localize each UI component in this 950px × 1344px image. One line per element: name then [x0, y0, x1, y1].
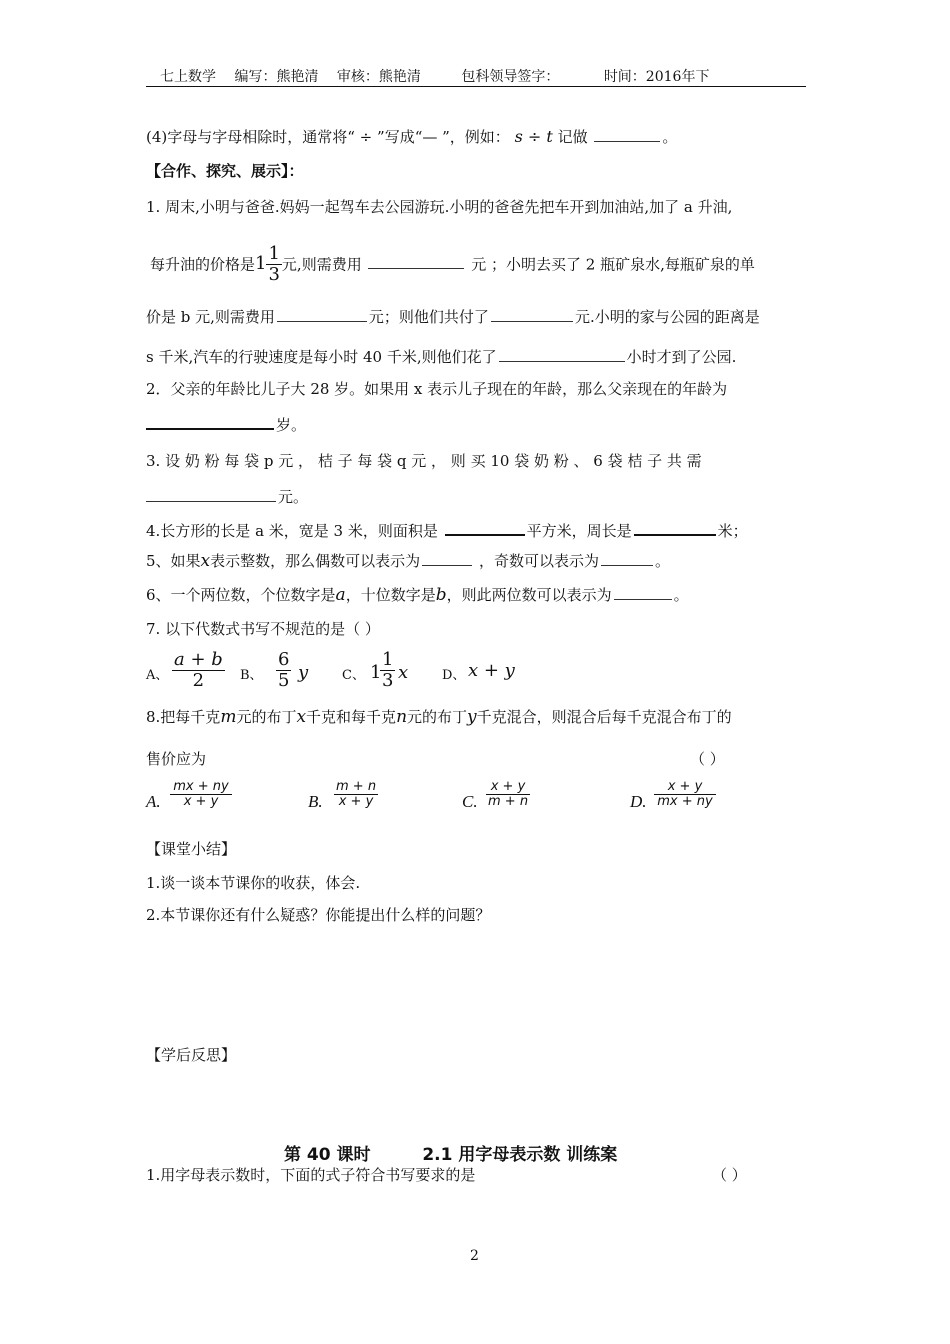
summary-title: 【课堂小结】 [146, 840, 237, 858]
q8-var-m: m [220, 707, 237, 727]
q5 [146, 550, 670, 571]
summary-item-2: 2.本节课你还有什么疑惑？你能提出什么样的问题？ [146, 906, 491, 924]
q2-line1: 2．父亲的年龄比儿子大 28 岁。如果用 x 表示儿子现在的年龄，那么父亲现在的年龄为 [146, 380, 728, 398]
rule-4-text-b: 记做 [557, 128, 588, 146]
q7-d-label: D、 [442, 668, 466, 683]
q7-d-expr: x + y [468, 660, 515, 681]
q3-line1: 3. 设 奶 粉 每 袋 p 元 ， 桔 子 每 袋 q 元 ， 则 买 10 袋 奶 粉 、 6 袋 桔 子 共 需 [146, 452, 702, 470]
q7-b-num: 6 [278, 649, 290, 670]
header-reviewer: 审核：熊艳清 [336, 69, 421, 85]
q8-a-frac [170, 780, 232, 810]
header-course: 七上数学 [160, 69, 216, 85]
q1-mixed-whole: 1 [255, 253, 267, 275]
q4-blank-area[interactable] [445, 520, 525, 536]
train-q1-stem: 1.用字母表示数时，下面的式子符合书写要求的是 [146, 1166, 476, 1184]
q1-line4 [146, 346, 736, 367]
q2-text: 岁。 [276, 416, 307, 434]
q3-text: 元。 [278, 488, 309, 506]
q1-frac-den: 3 [268, 263, 280, 285]
q3-blank[interactable] [146, 487, 276, 502]
q6-text-c: ，则此两位数可以表示为 [446, 586, 612, 604]
q8-text-d: 元的布丁 [407, 708, 468, 726]
header-time: 时间：2016年下 [603, 69, 710, 85]
q6-var-b: b [435, 585, 447, 605]
q5-text-c: ，奇数可以表示为 [478, 552, 599, 570]
q8-text-c: 千克和每千克 [306, 708, 397, 726]
rule-4-text: (4)字母与字母相除时，通常将“ ÷ ”写成“— ”，例如： [146, 128, 510, 146]
q8-a-label: A. [146, 792, 161, 811]
q1-line1: 1. 周末,小明与爸爸.妈妈一起驾车去公园游玩.小明的爸爸先把车开到加油站,加了 a 升油, [146, 198, 733, 216]
q5-blank-odd[interactable] [601, 551, 653, 566]
q5-text-d: 。 [654, 552, 670, 570]
q4 [146, 520, 748, 541]
rule-4-blank[interactable] [594, 127, 660, 142]
q8-var-x: x [296, 707, 307, 727]
q4-blank-perimeter[interactable] [634, 520, 716, 536]
q7-b-label: B、 [240, 668, 263, 683]
q2-blank[interactable] [146, 414, 274, 430]
q7-c-num: 1 [382, 649, 394, 670]
q6-text-b: ，十位数字是 [345, 586, 436, 604]
summary-item-1: 1.谈一谈本节课你的收获，体会. [146, 874, 361, 892]
header-sign: 包科领导签字： [461, 69, 560, 85]
q8-var-n: n [396, 707, 408, 727]
q8-d-den: mx + ny [657, 794, 713, 810]
q8-answer-paren: （ ） [690, 750, 725, 768]
q1-blank-3[interactable] [491, 307, 573, 322]
q1-line2 [150, 244, 755, 285]
rule-4-expr: s ÷ t [514, 127, 553, 146]
q8-c-den: m + n [488, 794, 529, 810]
q7-b-den: 5 [278, 669, 290, 691]
q7-a-den: 2 [192, 669, 205, 691]
q6-blank[interactable] [614, 585, 672, 600]
q3-line2 [146, 486, 308, 507]
q1-line3 [146, 306, 760, 327]
train-q1-paren: （ ） [712, 1166, 747, 1184]
q8-d-num: x + y [654, 780, 716, 795]
rule-4 [146, 126, 677, 147]
q1-text-e: 元；则他们共付了 [368, 308, 489, 326]
q5-text-a: 5、如果 [146, 552, 201, 570]
q4-text-a: 4.长方形的长是 a 米，宽是 3 米，则面积是 [146, 522, 438, 540]
q8-c-num: x + y [486, 780, 530, 795]
q8-b-label: B. [308, 792, 323, 811]
q8-line1 [146, 706, 732, 727]
q6-var-a: a [335, 585, 346, 605]
q8-options [146, 780, 746, 826]
q1-blank-1[interactable] [368, 254, 464, 269]
header-divider [146, 86, 806, 87]
q6 [146, 584, 689, 605]
q8-text-b: 元的布丁 [236, 708, 297, 726]
q7-b-var: y [298, 662, 309, 683]
q5-blank-even[interactable] [422, 551, 472, 566]
q8-text-a: 8.把每千克 [146, 708, 221, 726]
q4-text-b: 平方米，周长是 [526, 522, 632, 540]
q6-text-d: 。 [673, 586, 689, 604]
q1-frac-num: 1 [268, 243, 280, 264]
q1-text-b: 元,则需费用 [281, 255, 362, 274]
q8-var-y: y [467, 707, 477, 727]
q1-blank-4[interactable] [499, 347, 625, 362]
q1-fraction [266, 244, 281, 285]
q2-line2 [146, 414, 306, 435]
q8-line2: 售价应为 [146, 750, 207, 768]
q7-c-den: 3 [382, 669, 394, 691]
q8-d-label: D. [630, 792, 647, 811]
q7-stem: 7. 以下代数式书写不规范的是（ ） [146, 620, 380, 638]
q7-c-whole: 1 [370, 662, 382, 683]
q8-c-frac [486, 780, 530, 810]
q1-text-a: 每升油的价格是 [150, 255, 256, 274]
page-number: 2 [470, 1248, 479, 1264]
q5-var: x [200, 551, 211, 571]
q1-text-c: 元 ；小明去买了 2 瓶矿泉水,每瓶矿泉的单 [471, 255, 755, 274]
header-editor: 编写：熊艳清 [234, 69, 319, 85]
lesson-name: 2.1 用字母表示数 训练案 [422, 1145, 618, 1165]
rule-4-end: 。 [662, 128, 678, 146]
q1-blank-2[interactable] [277, 307, 367, 322]
q8-b-frac [334, 780, 378, 810]
q7-c-var: x [398, 662, 409, 683]
q7-c-frac [380, 650, 395, 691]
q6-text-a: 6、一个两位数，个位数字是 [146, 586, 336, 604]
q1-text-h: 小时才到了公园. [626, 348, 737, 366]
lesson-number: 第 40 课时 [284, 1145, 371, 1165]
q8-d-frac [654, 780, 716, 810]
q1-mixed-number [255, 243, 282, 285]
section-coop-title: 【合作、探究、展示】： [146, 162, 304, 180]
q8-a-den: x + y [183, 794, 219, 810]
lesson-title [284, 1140, 617, 1165]
q8-text-e: 千克混合，则混合后每千克混合布丁的 [476, 708, 732, 726]
q8-c-label: C. [462, 792, 478, 811]
q7-b-frac [276, 650, 291, 691]
q7-c-label: C、 [342, 668, 365, 683]
reflection-title: 【学后反思】 [146, 1046, 237, 1064]
q7-a-label: A、 [146, 668, 169, 683]
q1-text-f: 元.小明的家与公园的距离是 [574, 308, 760, 326]
q1-text-g: s 千米,汽车的行驶速度是每小时 40 千米,则他们花了 [146, 348, 497, 366]
q4-text-c: 米； [717, 522, 748, 540]
q8-a-num: mx + ny [170, 780, 232, 795]
q8-b-num: m + n [336, 779, 377, 794]
q7-a-frac [172, 650, 225, 691]
q1-text-d: 价是 b 元,则需费用 [146, 308, 275, 326]
page-header [160, 66, 723, 86]
q7-a-num: a + b [174, 649, 223, 670]
q5-text-b: 表示整数，那么偶数可以表示为 [210, 552, 421, 570]
q8-b-den: x + y [338, 794, 374, 810]
